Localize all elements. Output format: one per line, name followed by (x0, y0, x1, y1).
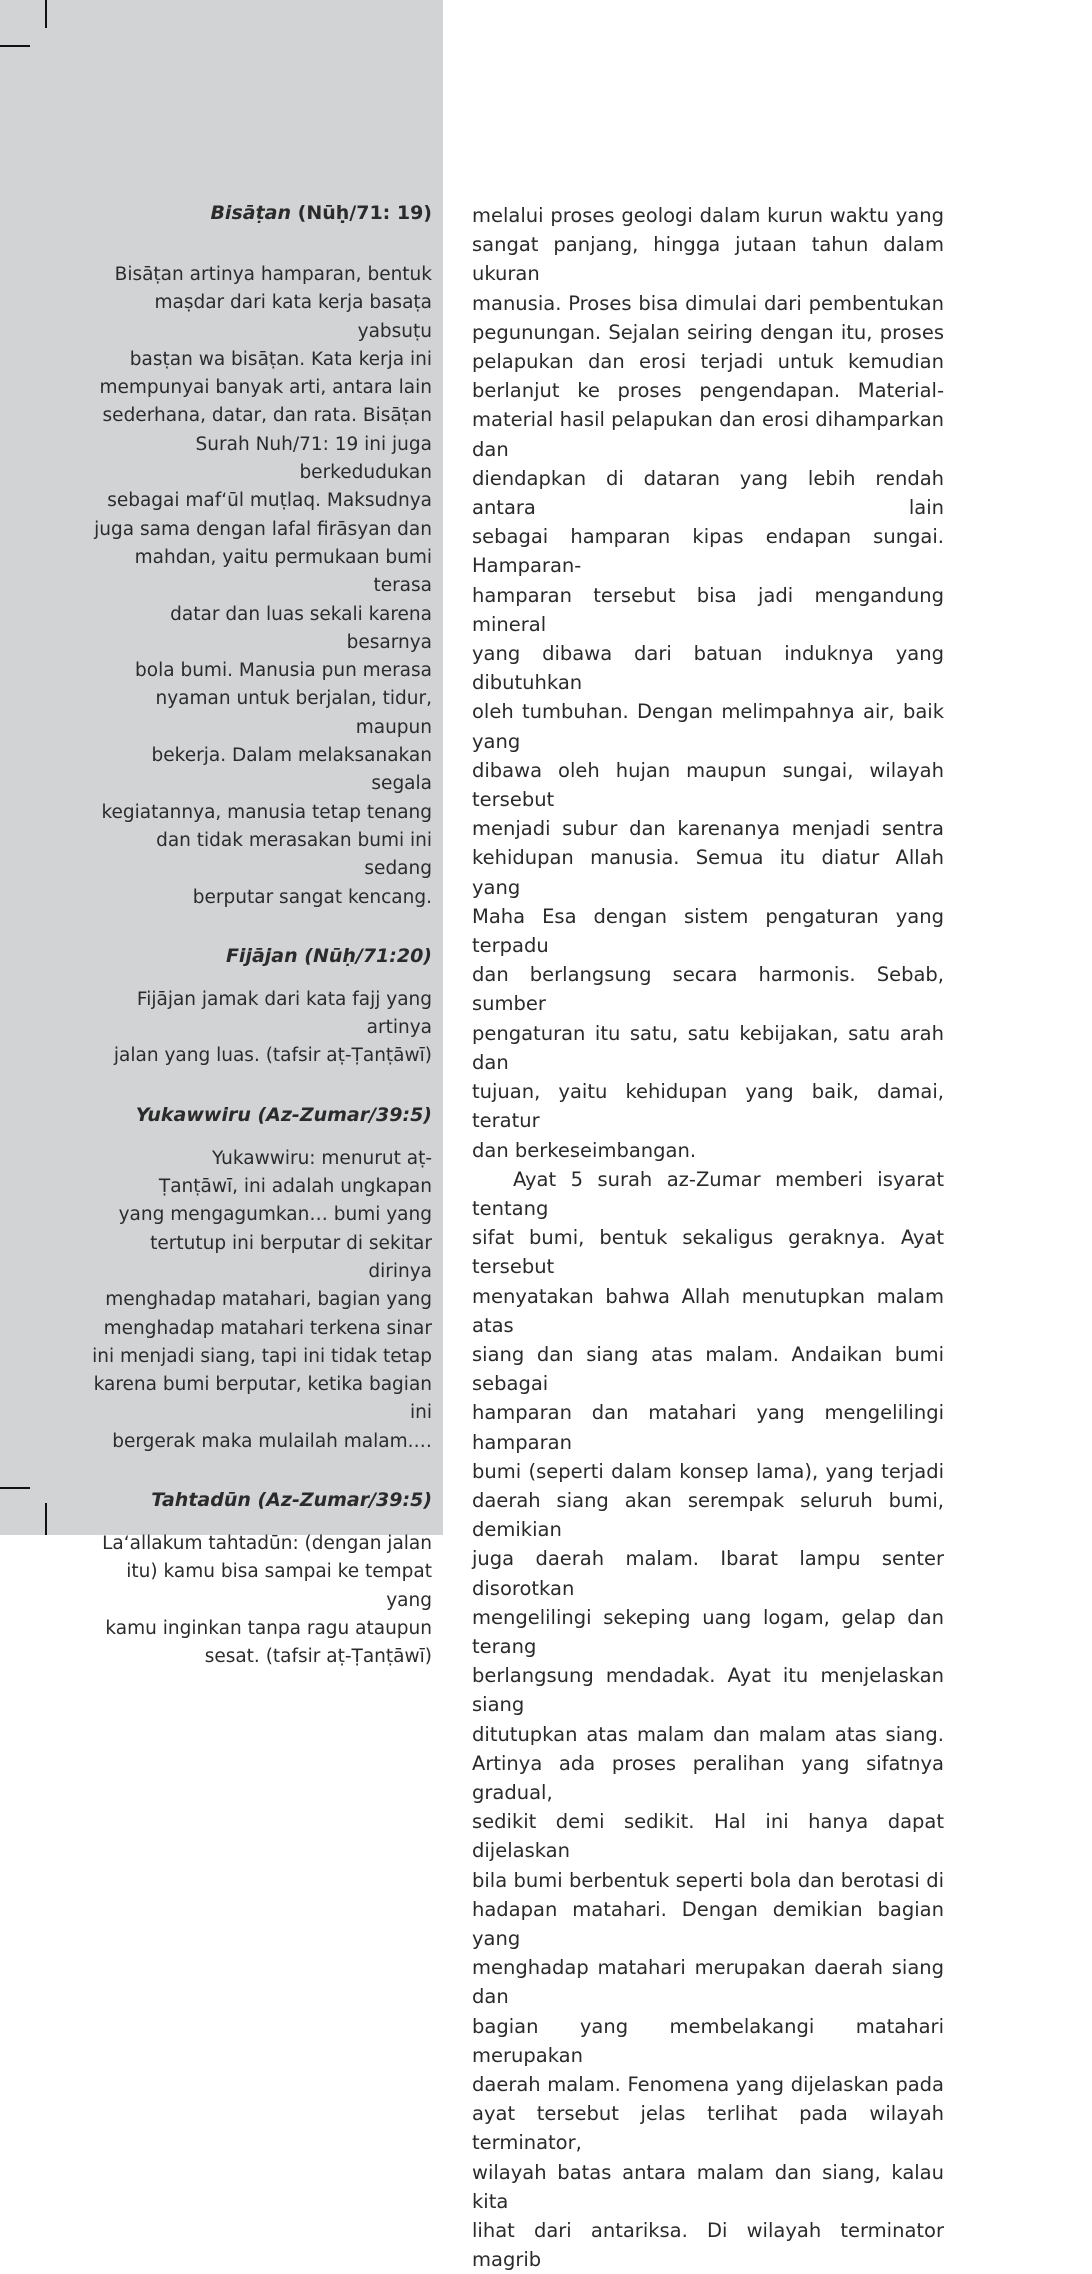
glossary-text-tahtadun: La‘allakum tahtadūn: (dengan jalan itu) kamu bisa sampai ke tempat yang kamu inginkan tanpa ragu ataupun sesat. (tafsir aṭ-Ṭanṭāwī) (102, 1532, 432, 1668)
crop-mark-top-vertical (45, 0, 47, 28)
glossary-heading-tahtadun: Tahtadūn (Az-Zumar/39:5) (151, 1488, 432, 1511)
glossary-sidebar (86, 198, 432, 1671)
glossary-text-fijajan: Fijājan jamak dari kata fajj yang artinya jalan yang luas. (tafsir aṭ-Ṭanṭāwī) (113, 988, 432, 1067)
main-body-text (472, 201, 944, 2274)
glossary-heading-yukawwiru: Yukawwiru (Az-Zumar/39:5) (135, 1103, 432, 1126)
crop-mark-bottom-vertical (45, 1503, 47, 1535)
paragraph-1: melalui proses geologi dalam kurun waktu yang sangat panjang, hingga jutaan tahun dalam ukuran manusia. Proses bisa dimulai dari pembentukan pegunungan. Sejalan seiring dengan itu, proses pelapukan dan erosi terjadi untuk kemudian berlanjut ke proses pengendapan. Material- material hasil pelapukan dan erosi dihamparkan dan diendapkan di dataran yang lebih rendah antara lain sebagai hamparan kipas endapan sungai. Hamparan- hamparan tersebut bisa jadi mengandung mineral yang dibawa dari batuan induknya yang dibutuhkan oleh tumbuhan. Dengan melimpahnya air, baik yang dibawa oleh hujan maupun sungai, wilayah tersebut menjadi subur dan karenanya menjadi sentra kehidupan manusia. Semua itu diatur Allah yang Maha Esa dengan sistem pengaturan yang terpadu dan berlangsung secara harmonis. Sebab, sumber pengaturan itu satu, satu kebijakan, satu arah dan tujuan, yaitu kehidupan yang baik, damai, teratur dan berkeseimbangan. (472, 204, 944, 1162)
crop-mark-bottom-horizontal (0, 1487, 30, 1489)
glossary-text-yukawwiru: Yukawwiru: menurut aṭ- Ṭanṭāwī, ini adalah ungkapan yang mengagumkan… bumi yang tertutup ini berputar di sekitar dirinya menghadap matahari, bagian yang menghadap matahari terkena sinar ini menjadi siang, tapi ini tidak tetap karena bumi berputar, ketika bagian ini bergerak maka mulailah malam.… (92, 1147, 432, 1452)
glossary-heading-fijajan: Fijājan (Nūḥ/71:20) (225, 944, 432, 967)
crop-mark-top-horizontal (0, 45, 30, 47)
glossary-text-bisatan: Bisāṭan artinya hamparan, bentuk maṣdar dari kata kerja basaṭa yabsuṭu basṭan wa bisāṭan. Kata kerja ini mempunyai banyak arti, antara lain sederhana, datar, dan rata. Bisāṭan Surah Nuh/71: 19 ini juga berkedudukan sebagai maf‘ūl muṭlaq. Maksudnya juga sama dengan lafal firāsyan dan mahdan, yaitu permukaan bumi terasa datar dan luas sekali karena besarnya bola bumi. Manusia pun merasa nyaman untuk berjalan, tidur, maupun bekerja. Dalam melaksanakan segala kegiatannya, manusia tetap tenang dan tidak merasakan bumi ini sedang berputar sangat kencang. (94, 264, 432, 908)
glossary-heading-bisatan: Bisāṭan (Nūḥ/71: 19) (210, 202, 432, 224)
paragraph-2: Ayat 5 surah az-Zumar memberi isyarat tentang sifat bumi, bentuk sekaligus geraknya. Ayat tersebut menyatakan bahwa Allah menutupkan malam atas siang dan siang atas malam. Andaikan bumi sebagai hamparan dan matahari yang mengelilingi hamparan bumi (seperti dalam konsep lama), yang terjadi daerah siang akan serempak seluruh bumi, demikian juga daerah malam. Ibarat lampu senter disorotkan mengelilingi sekeping uang logam, gelap dan terang berlangsung mendadak. Ayat itu menjelaskan siang ditutupkan atas malam dan malam atas siang. Artinya ada proses peralihan yang sifatnya gradual, sedikit demi sedikit. Hal ini hanya dapat dijelaskan bila bumi berbentuk seperti bola dan berotasi di hadapan matahari. Dengan demikian bagian yang menghadap matahari merupakan daerah siang dan bagian yang membelakangi matahari merupakan daerah malam. Fenomena yang dijelaskan pada ayat tersebut jelas terlihat pada wilayah terminator, wilayah batas antara malam dan siang, kalau kita lihat dari antariksa. Di wilayah terminator magrib (472, 1167, 944, 2272)
